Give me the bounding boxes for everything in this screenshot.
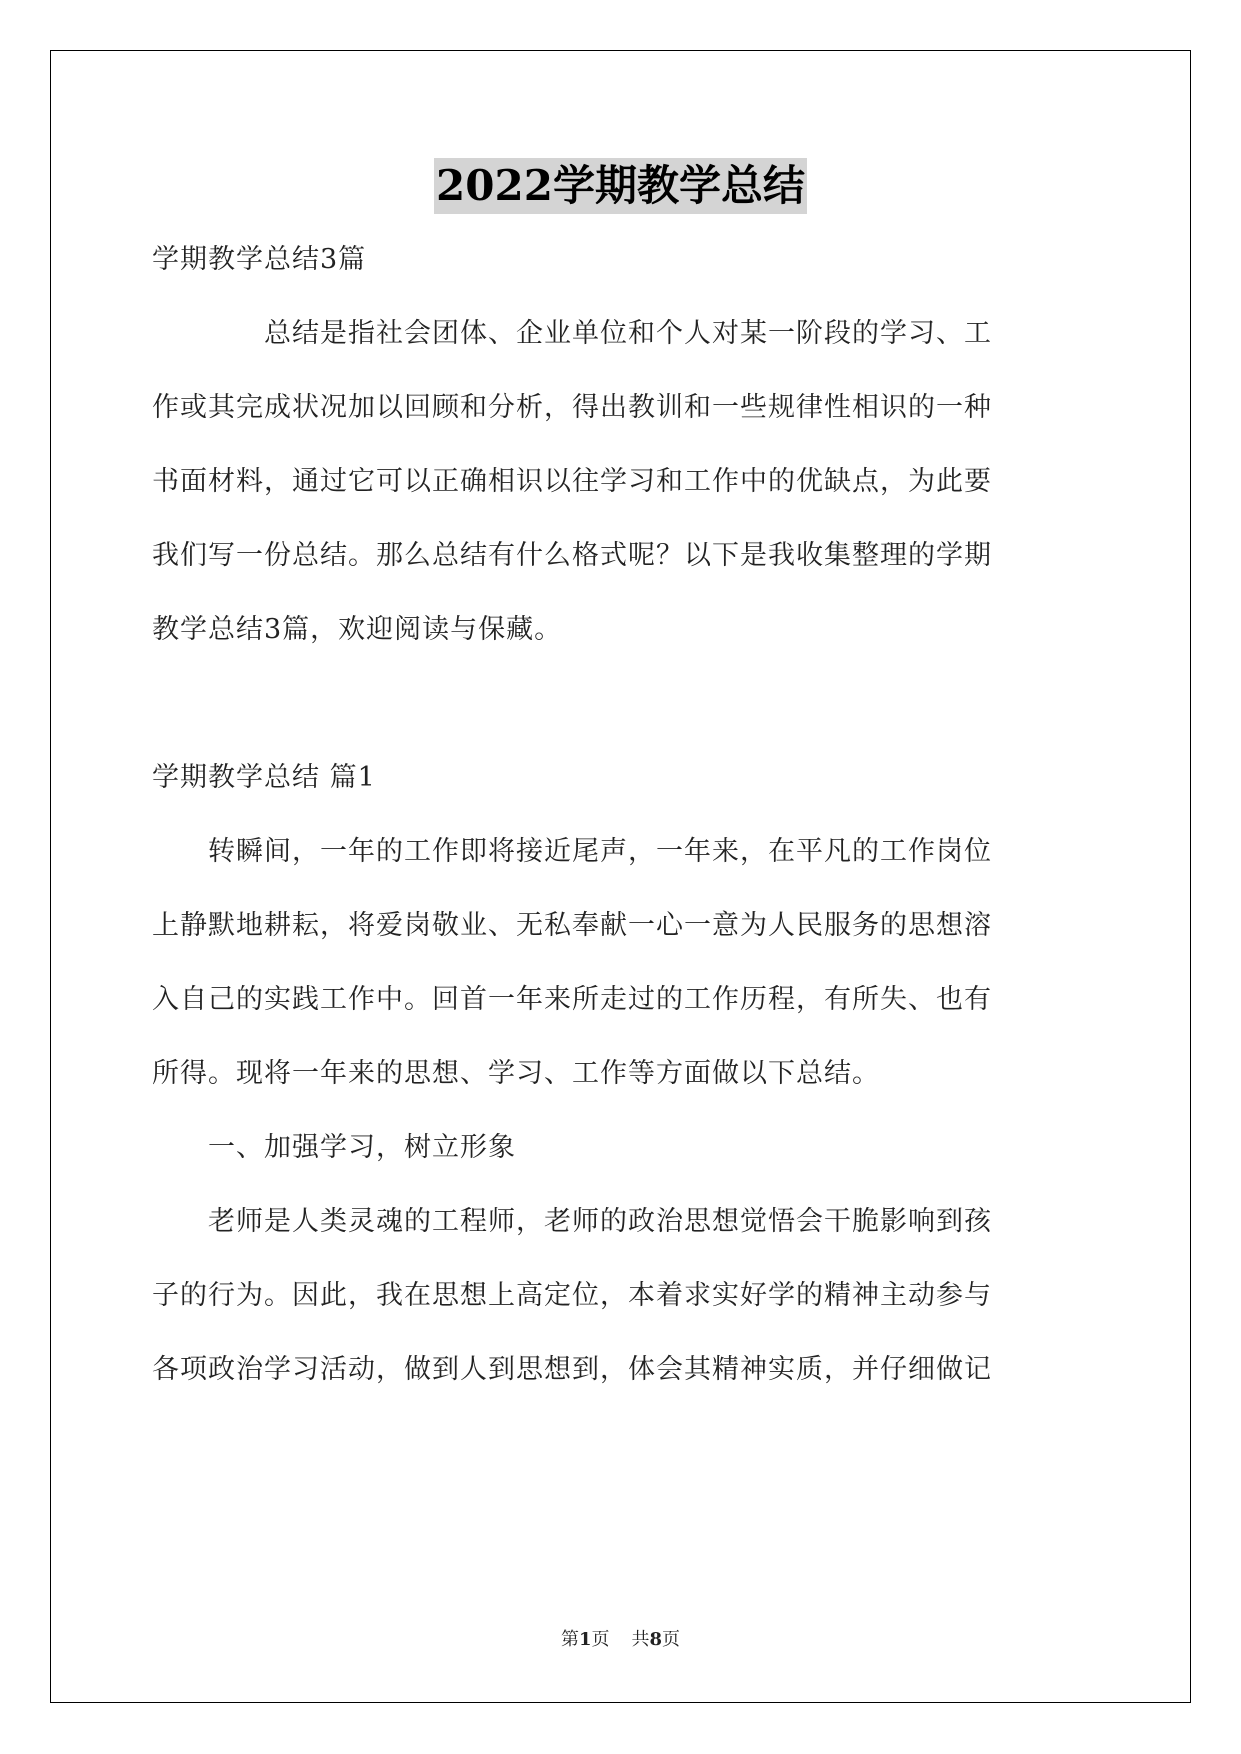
body-line: 上静默地耕耘，将爱岗敬业、无私奉献一心一意为人民服务的思想溶 — [152, 910, 992, 941]
page-prefix: 第 — [560, 1629, 579, 1650]
intro-line: 我们写一份总结。那么总结有什么格式呢？以下是我收集整理的学期 — [152, 540, 992, 571]
body-line: 所得。现将一年来的思想、学习、工作等方面做以下总结。 — [152, 1058, 880, 1089]
page-footer — [0, 1625, 1241, 1651]
subtitle: 学期教学总结3篇 — [152, 244, 367, 275]
page-suffix: 页 — [591, 1629, 610, 1650]
total-prefix: 共 — [631, 1629, 650, 1650]
intro-line: 作或其完成状况加以回顾和分析，得出教训和一些规律性相识的一种 — [152, 392, 992, 423]
body-line: 子的行为。因此，我在思想上高定位，本着求实好学的精神主动参与 — [152, 1280, 992, 1311]
intro-line: 书面材料，通过它可以正确相识以往学习和工作中的优缺点，为此要 — [152, 466, 992, 497]
document-title: 2022学期教学总结 — [434, 158, 807, 214]
body-line: 转瞬间，一年的工作即将接近尾声，一年来，在平凡的工作岗位 — [152, 836, 992, 867]
body-line: 老师是人类灵魂的工程师，老师的政治思想觉悟会干脆影响到孩 — [152, 1206, 992, 1237]
body-line: 各项政治学习活动，做到人到思想到，体会其精神实质，并仔细做记 — [152, 1354, 992, 1385]
title-wrap — [0, 158, 1241, 214]
page-current: 1 — [578, 1629, 592, 1650]
intro-line: 总结是指社会团体、企业单位和个人对某一阶段的学习、工 — [152, 318, 992, 349]
page-total: 8 — [649, 1629, 663, 1650]
intro-line: 教学总结3篇，欢迎阅读与保藏。 — [152, 614, 563, 645]
body-line: 一、加强学习，树立形象 — [152, 1132, 516, 1163]
section-heading: 学期教学总结 篇1 — [152, 762, 376, 793]
body-line: 入自己的实践工作中。回首一年来所走过的工作历程，有所失、也有 — [152, 984, 992, 1015]
page-border — [50, 50, 1191, 1703]
total-suffix: 页 — [662, 1629, 681, 1650]
